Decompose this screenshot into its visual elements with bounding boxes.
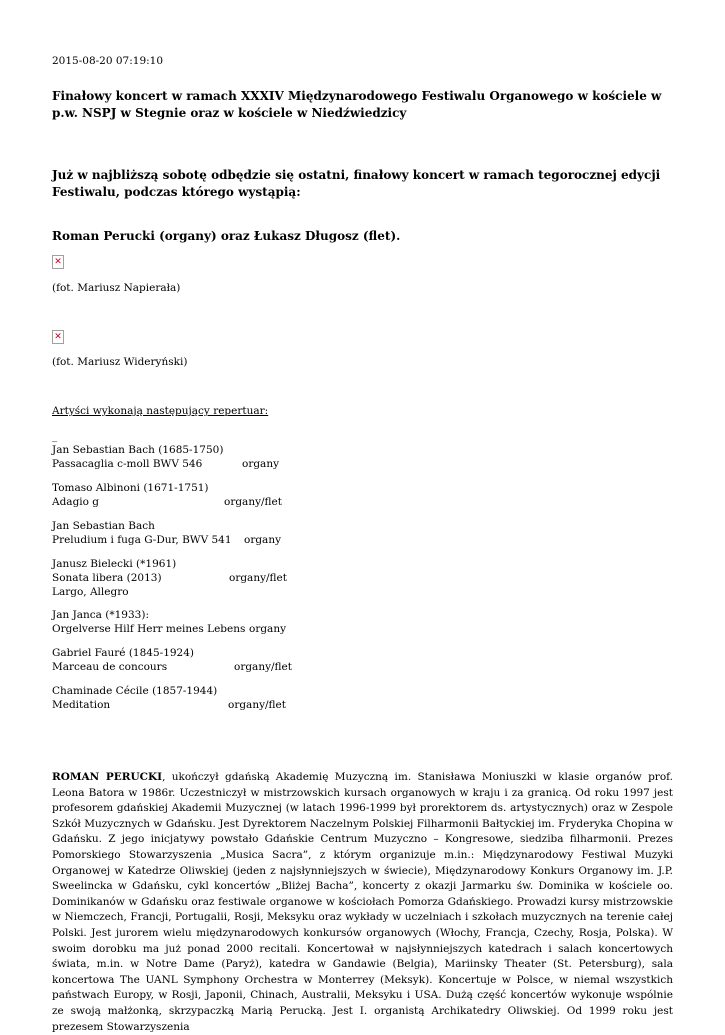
work-title: Sonata libera (2013)	[52, 572, 162, 584]
repertoire-item	[52, 519, 352, 547]
instrument: organy	[242, 458, 280, 470]
work-title: Meditation	[52, 699, 111, 711]
repertoire-item	[52, 557, 352, 599]
photo-caption-1: (fot. Mariusz Napierała)	[52, 282, 181, 294]
composer: Tomaso Albinoni (1671-1751)	[52, 482, 209, 494]
instrument: organy/flet	[228, 699, 286, 711]
biography-paragraph	[52, 770, 673, 1035]
work-title: Preludium i fuga G-Dur, BWV 541	[52, 534, 232, 546]
bio-name: ROMAN PERUCKI	[52, 771, 163, 783]
repertoire-heading: Artyści wykonają następujący repertuar:	[52, 405, 269, 417]
photo-caption-2: (fot. Mariusz Wideryński)	[52, 356, 188, 368]
instrument: organy	[244, 534, 282, 546]
repertoire-item	[52, 443, 352, 471]
repertoire-item	[52, 646, 352, 674]
performers-heading: Roman Perucki (organy) oraz Łukasz Długosz (flet).	[52, 229, 401, 243]
movements: Largo, Allegro	[52, 586, 129, 598]
bio-text: , ukończył gdańską Akademię Muzyczną im. Stanisława Moniuszki w klasie organów prof. Leona Batora w 1986r. Uczestniczył w mistrzowskich kursach organowych w kraju i za granicą. Od roku 1997 jest profesorem gdańskiej Akademii Muzycznej (w latach 1996-1999 był prorektorem ds. artystycznych) oraz w Zespole Szkół Muzycznych w Gdańsku. Jest Dyrektorem Naczelnym Polskiej Filharmonii Bałtyckiej im. Fryderyka Chopina w Gdańsku. Z jego inicjatywy powstało Gdańskie Centrum Muzyczno – Kongresowe, siedziba filharmonii. Prezes Pomorskiego Stowarzyszenia „Musica Sacra”, z którym organizuje m.in.: Międzynarodowy Festiwal Muzyki Organowej w Katedrze Oliwskiej (jeden z najsłynniejszych w świecie), Międzynarodowy Konkurs Organowy im. J.P. Sweelincka w Gdańsku, cykl koncertów „Bliżej Bacha”, koncerty z okazji Jarmarku św. Dominika w kościele oo. Dominikanów w Gdańsku oraz festiwale organowe w kościołach Pomorza Gdańskiego. Prowadzi kursy mistrzowskie w Niemczech, Francji, Portugalii, Rosji, Meksyku oraz wykłady w uczelniach i szkołach muzycznych na terenie całej Polski. Jest jurorem wielu międzynarodowych konkursów organowych (Włochy, Francja, Czechy, Rosja, Polska). W swoim dorobku ma już ponad 2000 recitali. Koncertował w najsłynniejszych katedrach i salach koncertowych świata, m.in. w Notre Dame (Paryż), katedra w Gandawie (Belgia), Mariinsky Theater (St. Petersburg), sala koncertowa The UANL Symphony Orchestra w Monterrey (Meksyk). Koncertuje w Polsce, w niemal wszystkich państwach Europy, w Rosji, Japonii, Chinach, Australii, Meksyku i USA. Dużą część koncertów wykonuje wspólnie ze swoją małżonką, skrzypaczką Marią Perucką. Jest I. organistą Archikatedry Oliwskiej. Od 1999 roku jest prezesem Stowarzyszenia	[52, 771, 673, 1033]
composer: Janusz Bielecki (*1961)	[52, 558, 177, 570]
timestamp: 2015-08-20 07:19:10	[52, 55, 164, 67]
instrument: organy/flet	[234, 661, 292, 673]
broken-image-icon: ✕	[52, 330, 64, 344]
underscore-mark: _	[52, 430, 58, 442]
composer: Jan Sebastian Bach	[52, 520, 155, 532]
broken-image-icon: ✕	[52, 255, 64, 269]
article-title: Finałowy koncert w ramach XXXIV Międzynarodowego Festiwalu Organowego w kościele w p.w. NSPJ w Stegnie oraz w kościele w Niedźwiedzicy	[52, 89, 662, 120]
work-title: Marceau de concours	[52, 661, 168, 673]
instrument: organy/flet	[224, 496, 282, 508]
instrument: organy	[249, 623, 287, 635]
composer: Jan Sebastian Bach (1685-1750)	[52, 444, 224, 456]
work-title: Adagio g	[52, 496, 100, 508]
article-subheading: Już w najbliższą sobotę odbędzie się ostatni, finałowy koncert w ramach tegorocznej edycji Festiwalu, podczas którego wystąpią:	[52, 168, 661, 199]
work-title: Orgelverse Hilf Herr meines Lebens	[52, 623, 246, 635]
repertoire-item	[52, 684, 352, 712]
repertoire-item	[52, 481, 352, 509]
composer: Jan Janca (*1933):	[52, 609, 149, 621]
repertoire-item	[52, 608, 352, 636]
instrument: organy/flet	[229, 572, 287, 584]
work-title: Passacaglia c-moll BWV 546	[52, 458, 203, 470]
composer: Gabriel Fauré (1845-1924)	[52, 647, 195, 659]
composer: Chaminade Cécile (1857-1944)	[52, 685, 218, 697]
